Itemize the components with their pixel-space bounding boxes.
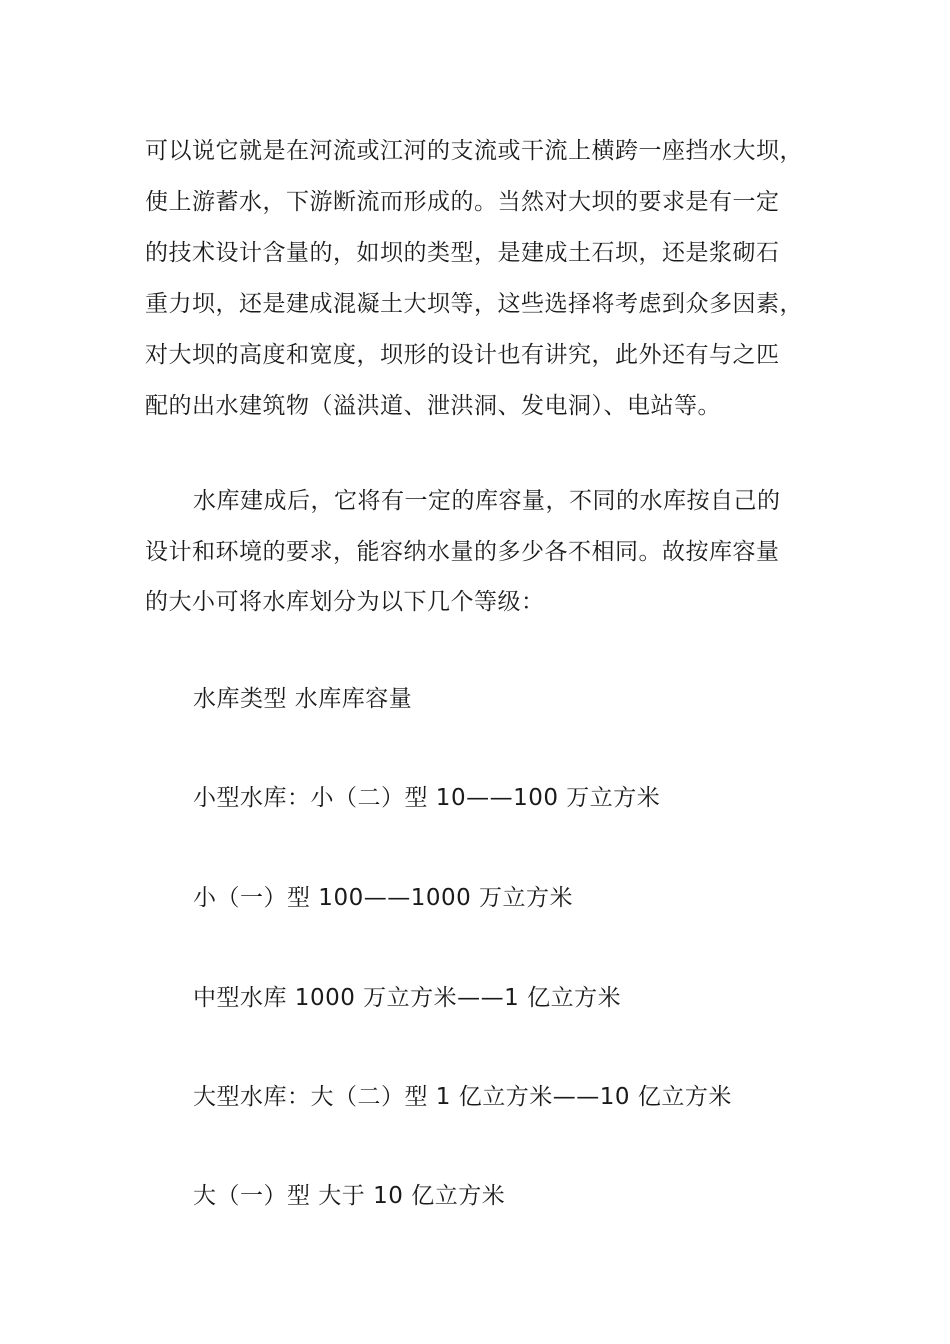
table-row-medium: 中型水库 1000 万立方米——1 亿立方米 [193,985,622,1011]
paragraph-1-line-4: 重力坝，还是建成混凝土大坝等，这些选择将考虑到众多因素， [145,291,803,317]
paragraph-1-line-5: 对大坝的高度和宽度，坝形的设计也有讲究，此外还有与之匹 [145,342,780,368]
paragraph-1-line-6: 配的出水建筑物（溢洪道、泄洪洞、发电洞）、电站等。 [145,393,721,419]
paragraph-1-line-3: 的技术设计含量的，如坝的类型，是建成土石坝，还是浆砌石 [145,240,780,266]
table-row-small-2: 小型水库：小（二）型 10——100 万立方米 [193,785,661,811]
table-row-large-1: 大（一）型 大于 10 亿立方米 [193,1183,506,1209]
table-row-large-2: 大型水库：大（二）型 1 亿立方米——10 亿立方米 [193,1084,732,1110]
paragraph-2-line-3: 的大小可将水库划分为以下几个等级： [145,589,545,615]
paragraph-1-line-1: 可以说它就是在河流或江河的支流或干流上横跨一座挡水大坝， [145,138,803,164]
table-row-small-1: 小（一）型 100——1000 万立方米 [193,885,574,911]
paragraph-2-line-2: 设计和环境的要求，能容纳水量的多少各不相同。故按库容量 [145,539,780,565]
table-header-row: 水库类型 水库库容量 [193,686,413,712]
paragraph-1-line-2: 使上游蓄水，下游断流而形成的。当然对大坝的要求是有一定 [145,189,780,215]
paragraph-2-line-1: 水库建成后，它将有一定的库容量，不同的水库按自己的 [193,488,781,514]
